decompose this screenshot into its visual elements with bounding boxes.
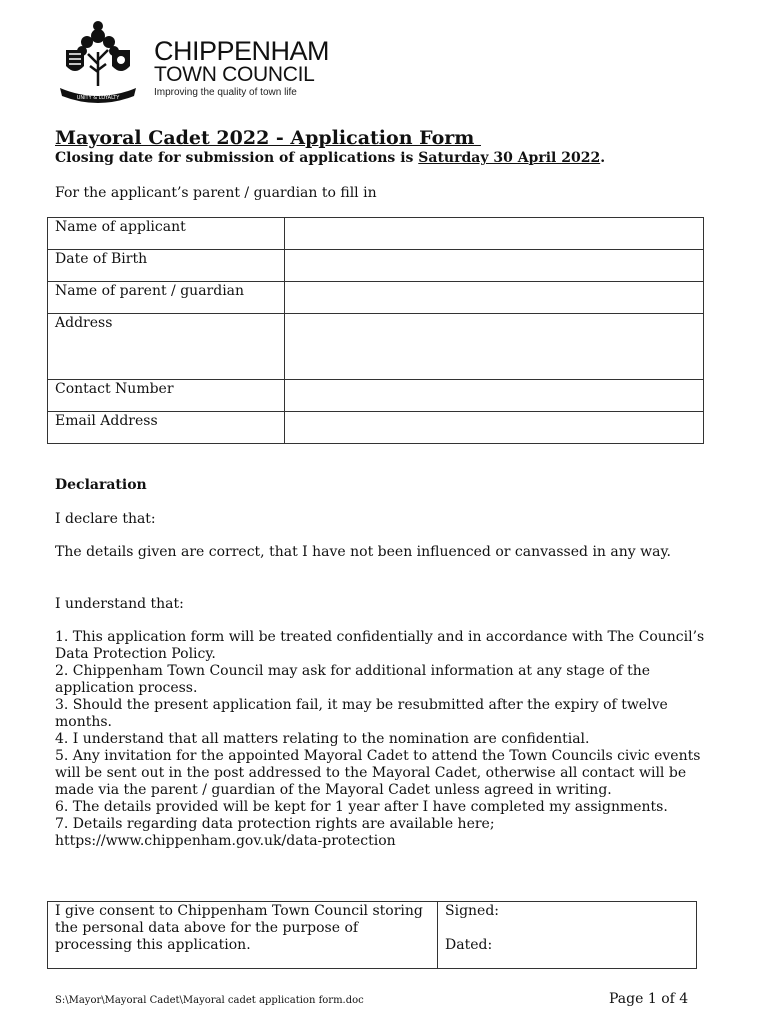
list-item: 5. Any invitation for the appointed Mayoral Cadet to attend the Town Councils civic events will be sent out in the post addressed to the Mayoral Cadet, otherwise all contact will be made via the parent / guardian of the Mayoral Cadet unless agreed in writing. [55,748,701,798]
table-row [48,250,704,282]
list-item: 4. I understand that all matters relating to the nomination are confidential. [55,731,590,747]
page-number: Page 1 of 4 [609,991,689,1007]
field-label: Date of Birth [48,250,285,282]
table-row [48,380,704,412]
parent-guardian-field[interactable] [285,282,704,314]
field-label: Contact Number [48,380,285,412]
consent-text: I give consent to Chippenham Town Council storing the personal data above for the purpose of processing this application. [48,902,438,969]
field-label: Name of parent / guardian [48,282,285,314]
field-label: Name of applicant [48,218,285,250]
form-title: Mayoral Cadet 2022 - Application Form [55,127,481,149]
list-item: 7. Details regarding data protection rights are available here; https://www.chippenham.gov.uk/data-protection [55,816,495,849]
signature-cell[interactable] [438,902,697,969]
logo-name-line1: CHIPPENHAM [154,36,330,66]
table-row [48,902,697,969]
council-logo [54,16,344,108]
understand-text: I understand that: [55,596,184,612]
date-of-birth-field[interactable] [285,250,704,282]
declare-text: I declare that: [55,511,156,527]
list-item: 2. Chippenham Town Council may ask for additional information at any stage of the application process. [55,663,651,696]
contact-number-field[interactable] [285,380,704,412]
intro-text: For the applicant’s parent / guardian to fill in [55,185,377,201]
field-label: Email Address [48,412,285,444]
applicant-details-table [47,217,704,444]
closing-date: Saturday 30 April 2022 [418,150,601,166]
table-row [48,282,704,314]
council-crest-icon [54,16,144,108]
email-address-field[interactable] [285,412,704,444]
svg-text:UNITY & LOYALTY: UNITY & LOYALTY [76,95,120,101]
address-field[interactable] [285,314,704,380]
table-row [48,218,704,250]
field-label: Address [48,314,285,380]
table-row [48,314,704,380]
table-row [48,412,704,444]
signed-label: Signed: [445,903,500,919]
footer-file-path: S:\Mayor\Mayoral Cadet\Mayoral cadet application form.doc [55,995,364,1006]
logo-name-line2: TOWN COUNCIL [154,63,315,86]
dated-label: Dated: [445,937,493,953]
applicant-name-field[interactable] [285,218,704,250]
details-statement: The details given are correct, that I have not been influenced or canvassed in any way. [55,544,671,560]
closing-prefix: Closing date for submission of applications is [55,150,419,166]
closing-date-statement [55,150,605,167]
list-item: 1. This application form will be treated confidentially and in accordance with The Council’s Data Protection Policy. [55,629,705,662]
consent-table [47,901,697,969]
declaration-list [55,629,705,850]
closing-suffix: . [600,150,606,166]
list-item: 3. Should the present application fail, it may be resubmitted after the expiry of twelve months. [55,697,668,730]
logo-tagline: Improving the quality of town life [154,87,297,98]
list-item: 6. The details provided will be kept for 1 year after I have completed my assignments. [55,799,668,815]
declaration-heading: Declaration [55,477,147,493]
